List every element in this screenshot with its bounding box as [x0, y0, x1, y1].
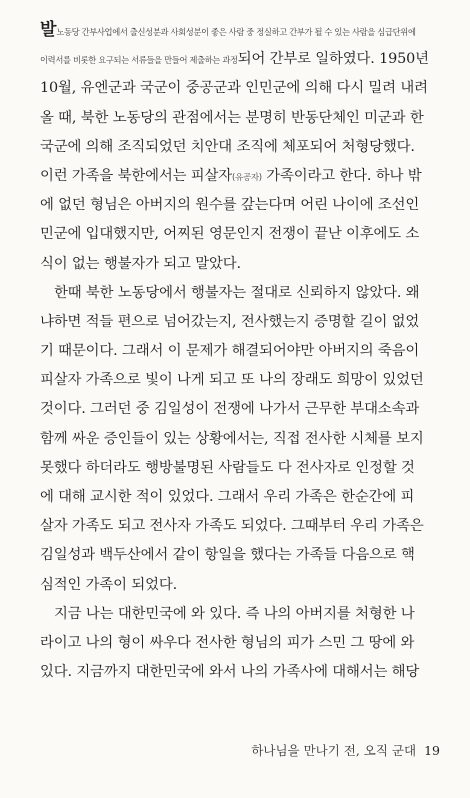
text-line [40, 162, 442, 191]
text-line: 10월, 유엔군과 국군이 중공군과 인민군에 의해 다시 밀려 내려 [40, 80, 428, 97]
text-line: 에 없던 형님은 아버지의 원수를 갚는다며 어린 나이에 조선인 [40, 197, 420, 214]
text-line: 기 때문이다. 그래서 이 문제가 해결되어야만 아버지의 죽음이 [40, 343, 420, 360]
text-line: 심적인 가족이 되었다. [40, 576, 178, 593]
text-line: 올 때, 북한 노동당의 관점에서는 분명히 반동단체인 미군과 한 [40, 109, 424, 126]
text-line: 살자 가족도 되고 전사자 가족도 되었다. 그때부터 우리 가족은 [40, 518, 424, 535]
text-line: 민군에 입대했지만, 어찌된 영문인지 전쟁이 끝난 이후에도 소 [40, 226, 420, 243]
text-span: 이런 가족을 북한에서는 피살자 [40, 167, 233, 184]
text-line [40, 16, 442, 45]
small-text: 이력서를 비롯한 요구되는 서류들을 만들어 제출하는 과정 [40, 55, 238, 66]
drop-word: 발 [40, 20, 57, 40]
text-line: 김일성과 백두산에서 같이 항일을 했다는 가족들 다음으로 핵 [40, 547, 415, 564]
text-line: 국군에 의해 조직되었던 치안대 조직에 체포되어 처형당했다. [40, 138, 415, 155]
page-footer [251, 741, 440, 759]
text-line: 함께 싸운 증인들이 있는 상황에서는, 직접 전사한 시체를 보지 [40, 430, 424, 447]
text-line: 라이고 나의 형이 싸우다 전사한 형님의 피가 스민 그 땅에 와 [40, 634, 415, 651]
text-line: 냐하면 적들 편으로 넘어갔는지, 전사했는지 증명할 길이 없었 [40, 313, 420, 330]
text-line [40, 45, 442, 74]
inline-note: (유공자) [232, 172, 262, 183]
text-line: 한때 북한 노동당에서 행불자는 절대로 신뢰하지 않았다. 왜 [54, 284, 420, 301]
small-text: 노동당 간부사업에서 출신성분과 사회성분이 좋은 사람 중 정실하고 간부가 될 수 있는 사람을 심급단위에 [56, 27, 416, 37]
text-line: 에 대해 교시한 적이 있었다. 그래서 우리 가족은 한순간에 피 [40, 489, 415, 505]
text-line: 지금 나는 대한민국에 와 있다. 즉 나의 아버지를 처형한 나 [54, 605, 415, 622]
text-span: 되어 간부로 일하였다. 1950년 [237, 51, 429, 68]
text-line: 것이다. 그러던 중 김일성이 전쟁에 나가서 근무한 부대소속과 [40, 401, 420, 418]
text-line: 있다. 지금까지 대한민국에 와서 나의 가족사에 대해서는 해당 [40, 664, 420, 681]
text-line: 피살자 가족으로 빛이 나게 되고 또 나의 장래도 희망이 있었던 [40, 372, 424, 389]
body-text [40, 16, 442, 687]
text-line: 식이 없는 행불자가 되고 말았다. [40, 255, 241, 272]
text-span: 가족이라고 한다. 하나 밖 [261, 167, 422, 184]
page-number: 19 [424, 743, 440, 758]
text-line: 못했다 하더라도 행방불명된 사람들도 다 전사자로 인정할 것 [40, 459, 415, 476]
running-title: 하나님을 만나기 전, 오직 군대 [251, 743, 417, 758]
